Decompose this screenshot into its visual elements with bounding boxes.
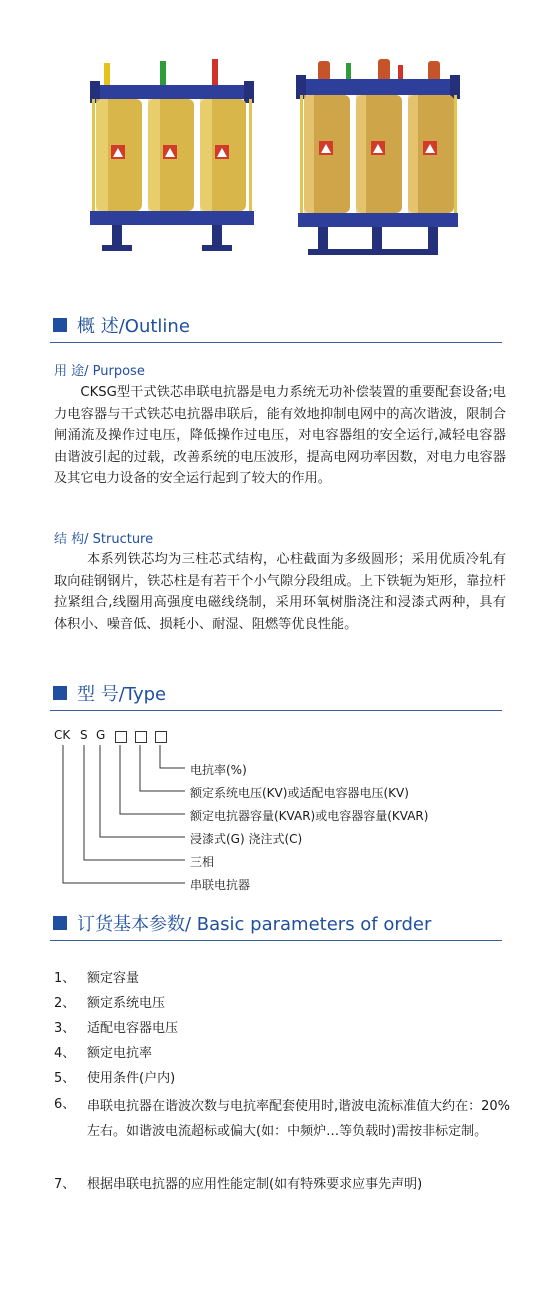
purpose-heading: 用 途/ Purpose	[54, 364, 145, 379]
model-label: 额定系统电压(KV)或适配电容器电压(KV)	[190, 786, 409, 800]
purpose-text: CKSG型干式铁芯串联电抗器是电力系统无功补偿装置的重要配套设备;电力电容器与干式铁芯电抗器串联后，能有效地抑制电网中的高次谐波，限制合闸涌流及操作过电压，降低操作过电压，对电容器组的安全运行,减轻电容器由谐波引起的过载，改善系统的电压波形，提高电网功率因数，对电力电容器及其它电力设备的安全运行起到了较大的作用。	[54, 385, 506, 486]
structure-heading: 结 构/ Structure	[54, 532, 154, 547]
model-label: 串联电抗器	[190, 878, 251, 892]
model-code-g: G	[96, 728, 106, 742]
bullet-square-icon	[53, 916, 67, 930]
model-label: 浸漆式(G) 浇注式(C)	[190, 832, 303, 846]
model-code-ck: CK	[54, 728, 71, 742]
model-label: 三相	[190, 855, 215, 869]
section-title: 订货基本参数/ Basic parameters of order	[77, 914, 432, 935]
section-order-heading	[50, 910, 502, 941]
section-title: 型 号/Type	[77, 684, 167, 705]
model-code-s: S	[80, 728, 88, 742]
structure-text: 本系列铁芯均为三柱芯式结构，心柱截面为多级圆形；采用优质冷轧有取向硅钢钢片，铁芯柱是有若干个小气隙分段组成。上下铁轭为矩形，靠拉杆拉紧组合,线圈用高强度电磁线绕制，采用环氧树脂浇注和浸漆式两种，具有体积小、噪音低、损耗小、耐湿、阻燃等优良性能。	[54, 552, 506, 632]
model-label: 电抗率(%)	[190, 763, 247, 777]
section-title: 概 述/Outline	[77, 316, 190, 337]
model-label: 额定电抗器容量(KVAR)或电容器容量(KVAR)	[190, 809, 429, 823]
